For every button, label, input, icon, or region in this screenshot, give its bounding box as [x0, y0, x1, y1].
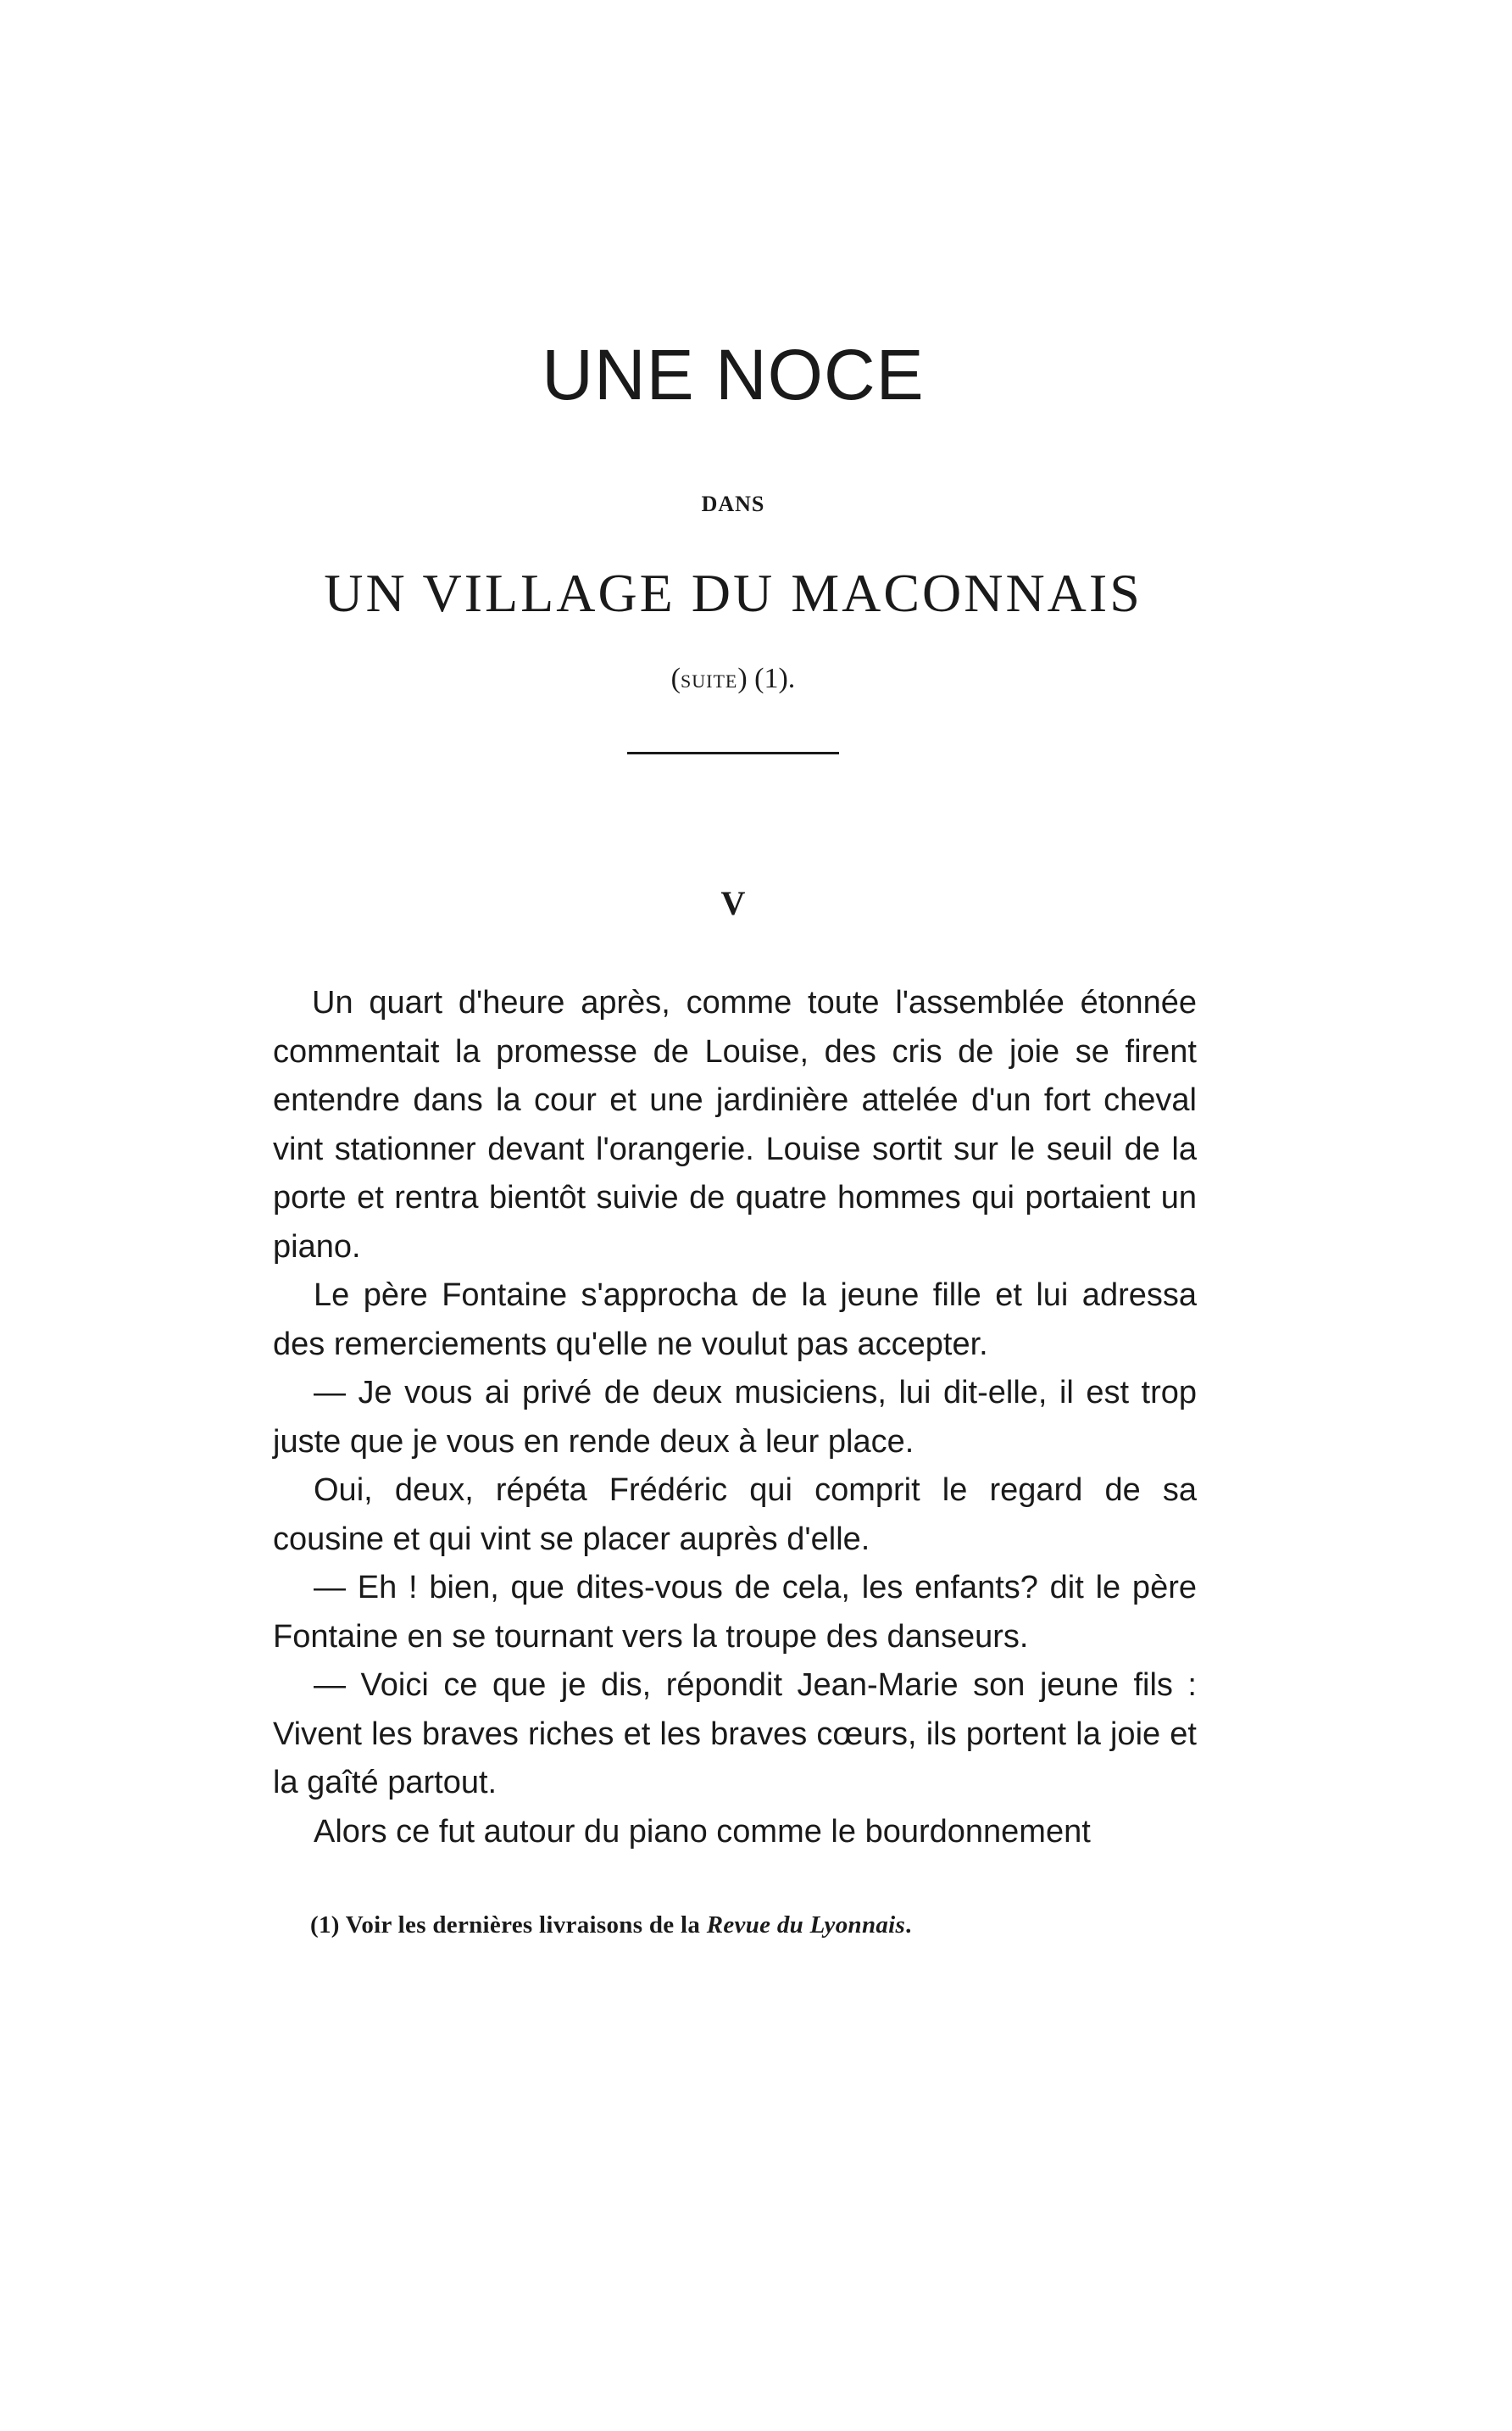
footnote-text: Voir les dernières livraisons de la [345, 1911, 701, 1939]
paragraph: Un quart d'heure après, comme toute l'assemblée étonnée commentait la promesse de Louise, des cris de joie se firent entendre dans la cour et une jardinière attelée d'un fort cheval vint stationner devant l'orangerie. Louise sortit sur le seuil de la porte et rentra bientôt suivie de quatre hommes qui portaient un piano. [273, 985, 1197, 1265]
paragraph: — Eh ! bien, que dites-vous de cela, les enfants? dit le père Fontaine en se tournant vers la troupe des danseurs. [273, 1570, 1197, 1655]
footnote-journal: Revue du Lyonnais [706, 1911, 906, 1939]
page-subtitle: UN VILLAGE DU MACONNAIS [324, 563, 1142, 623]
footnote-end: . [905, 1911, 912, 1939]
paragraph: — Voici ce que je dis, répondit Jean-Marie son jeune fils : Vivent les braves riches et les braves cœurs, ils portent la joie et la gaîté partout. [273, 1667, 1197, 1800]
body-text [273, 979, 1197, 1856]
paragraph: — Je vous ai privé de deux musiciens, lui dit-elle, il est trop juste que je vous en rende deux à leur place. [273, 1375, 1197, 1460]
suite-line: (SUITE) (1). [670, 663, 796, 694]
title-connector: DANS [701, 492, 765, 516]
paragraph: Alors ce fut autour du piano comme le bourdonnement [314, 1813, 1091, 1850]
title-rule [627, 752, 839, 754]
footnote-marker: (1) [310, 1911, 340, 1939]
footnote-reference: (1). [754, 663, 796, 694]
suite-word: SUITE [681, 670, 738, 692]
page-title: UNE NOCE [542, 335, 925, 414]
footnote [310, 1911, 1242, 1939]
paragraph: Oui, deux, répéta Frédéric qui comprit le regard de sa cousine et qui vint se placer auprès d'elle. [273, 1472, 1197, 1557]
paragraph: Le père Fontaine s'approcha de la jeune fille et lui adressa des remerciements qu'elle ne voulut pas accepter. [273, 1277, 1197, 1362]
chapter-number: V [720, 884, 746, 922]
